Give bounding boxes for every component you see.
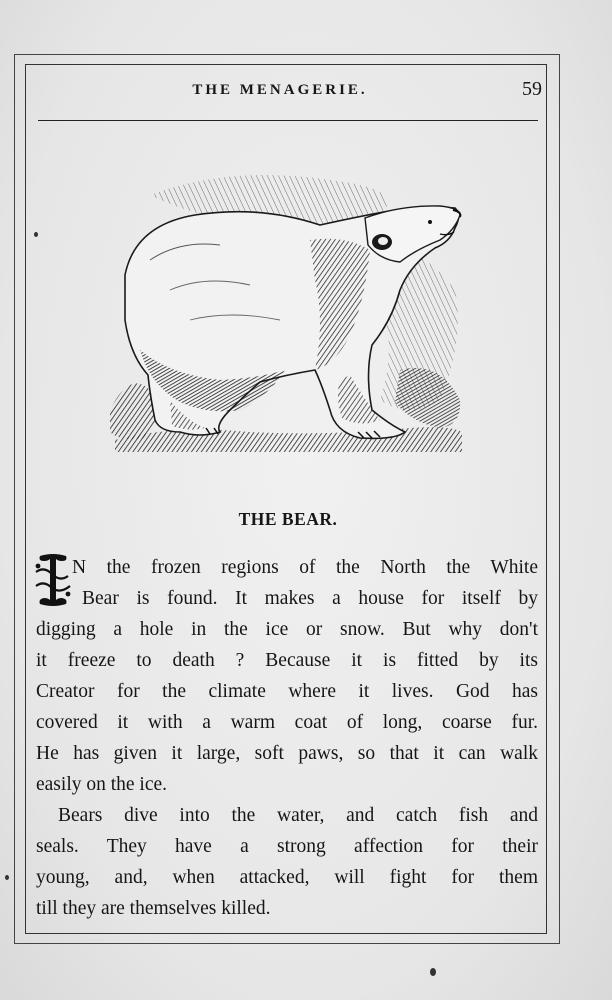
paragraph-1-line-8: easily on the ice.	[36, 774, 168, 795]
paragraph-1-line-6: covered it with a warm coat of long, coarse fur.	[36, 712, 538, 733]
paragraph-2-line-2: seals. They have a strong affection for their	[36, 836, 538, 857]
running-title: THE MENAGERIE.	[192, 82, 368, 98]
paragraph-2-line-3: young, and, when attacked, will fight for them	[36, 867, 538, 888]
paragraph-1-line-3: digging a hole in the ice or snow. But why don't	[36, 619, 538, 640]
paragraph-1-line-7: He has given it large, soft paws, so that it can walk	[36, 743, 538, 764]
header-rule	[38, 120, 538, 121]
paragraph-1-line-1: N the frozen regions of the North the White	[72, 557, 538, 578]
paragraph-2-line-1: Bears dive into the water, and catch fish and	[58, 805, 538, 826]
paragraph-2-line-4: till they are themselves killed.	[36, 898, 271, 919]
polar-bear-illustration	[110, 170, 470, 465]
ink-speck	[34, 232, 38, 237]
paragraph-1-line-4: it freeze to death ? Because it is fitted by its	[36, 650, 538, 671]
paragraph-1-line-2: Bear is found. It makes a house for itself by	[82, 588, 538, 609]
ink-speck	[5, 875, 9, 880]
illustration-caption: THE BEAR.	[238, 509, 338, 529]
paragraph-1-line-5: Creator for the climate where it lives. God has	[36, 681, 538, 702]
ink-speck	[430, 968, 436, 976]
page-number: 59	[522, 78, 542, 100]
ornamental-dropcap-I	[34, 552, 72, 608]
